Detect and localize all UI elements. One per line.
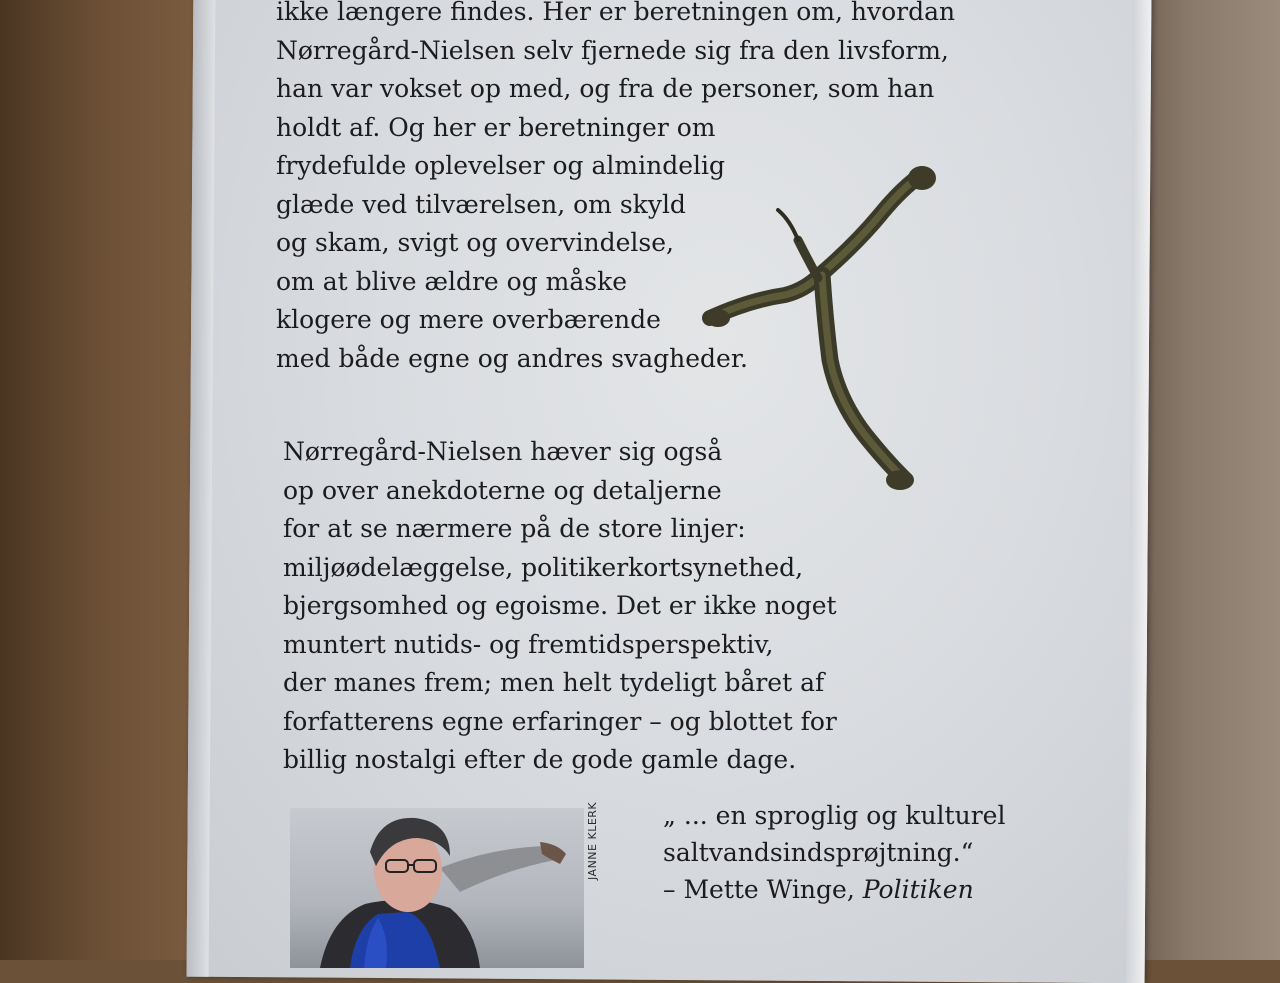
blurb-line: med både egne og andres svagheder. — [276, 343, 748, 373]
blurb-line: der manes frem; men helt tydeligt båret af — [283, 668, 825, 697]
blurb-line: og skam, svigt og overvindelse, — [276, 228, 674, 257]
blurb-line: bjergsomhed og egoisme. Det er ikke noget — [283, 591, 837, 620]
blurb-line: forfatterens egne erfaringer – og blottet for — [283, 706, 837, 736]
quote-line-1: „ ... en sproglig og kulturel — [663, 801, 1006, 830]
review-quote — [663, 797, 1005, 908]
blurb-line: klogere og mere overbærende — [276, 305, 661, 334]
table-surface-left — [0, 0, 215, 960]
table-surface-right — [1130, 0, 1280, 960]
author-portrait-image — [290, 808, 584, 968]
blurb-line: op over anekdoterne og detaljerne — [283, 475, 722, 505]
blurb-line: om at blive ældre og måske — [276, 266, 628, 296]
blurb-line: glæde ved tilværelsen, om skyld — [276, 189, 686, 219]
blurb-line: muntert nutids- og fremtidsperspektiv, — [283, 629, 774, 659]
blurb-line: holdt af. Og her er beretninger om — [276, 112, 716, 142]
blurb-line: billig nostalgi efter de gode gamle dage. — [283, 745, 797, 774]
blurb-line: Nørregård-Nielsen selv fjernede sig fra den livsform, — [276, 35, 949, 65]
blurb-line: Nørregård-Nielsen hæver sig også — [283, 437, 723, 466]
photo-credit: JANNE KLERK — [586, 801, 599, 880]
quote-attribution-line — [663, 871, 1005, 908]
blurb-paragraph-1 — [276, 0, 955, 378]
quote-line-2: saltvandsindsprøjtning.“ — [663, 838, 974, 867]
quote-source: Politiken — [862, 875, 974, 904]
author-photo — [290, 808, 584, 968]
blurb-line: miljøødelæggelse, politikerkortsynethed, — [283, 552, 804, 582]
blurb-line: frydefulde oplevelser og almindelig — [276, 151, 725, 180]
blurb-line: ikke længere findes. Her er beretningen om, hvordan — [276, 0, 956, 26]
blurb-line: for at se nærmere på de store linjer: — [283, 514, 746, 543]
blurb-paragraph-2 — [283, 433, 837, 780]
blurb-line: han var vokset op med, og fra de personer, som han — [276, 74, 935, 103]
quote-attribution: – Mette Winge, — [663, 875, 863, 904]
